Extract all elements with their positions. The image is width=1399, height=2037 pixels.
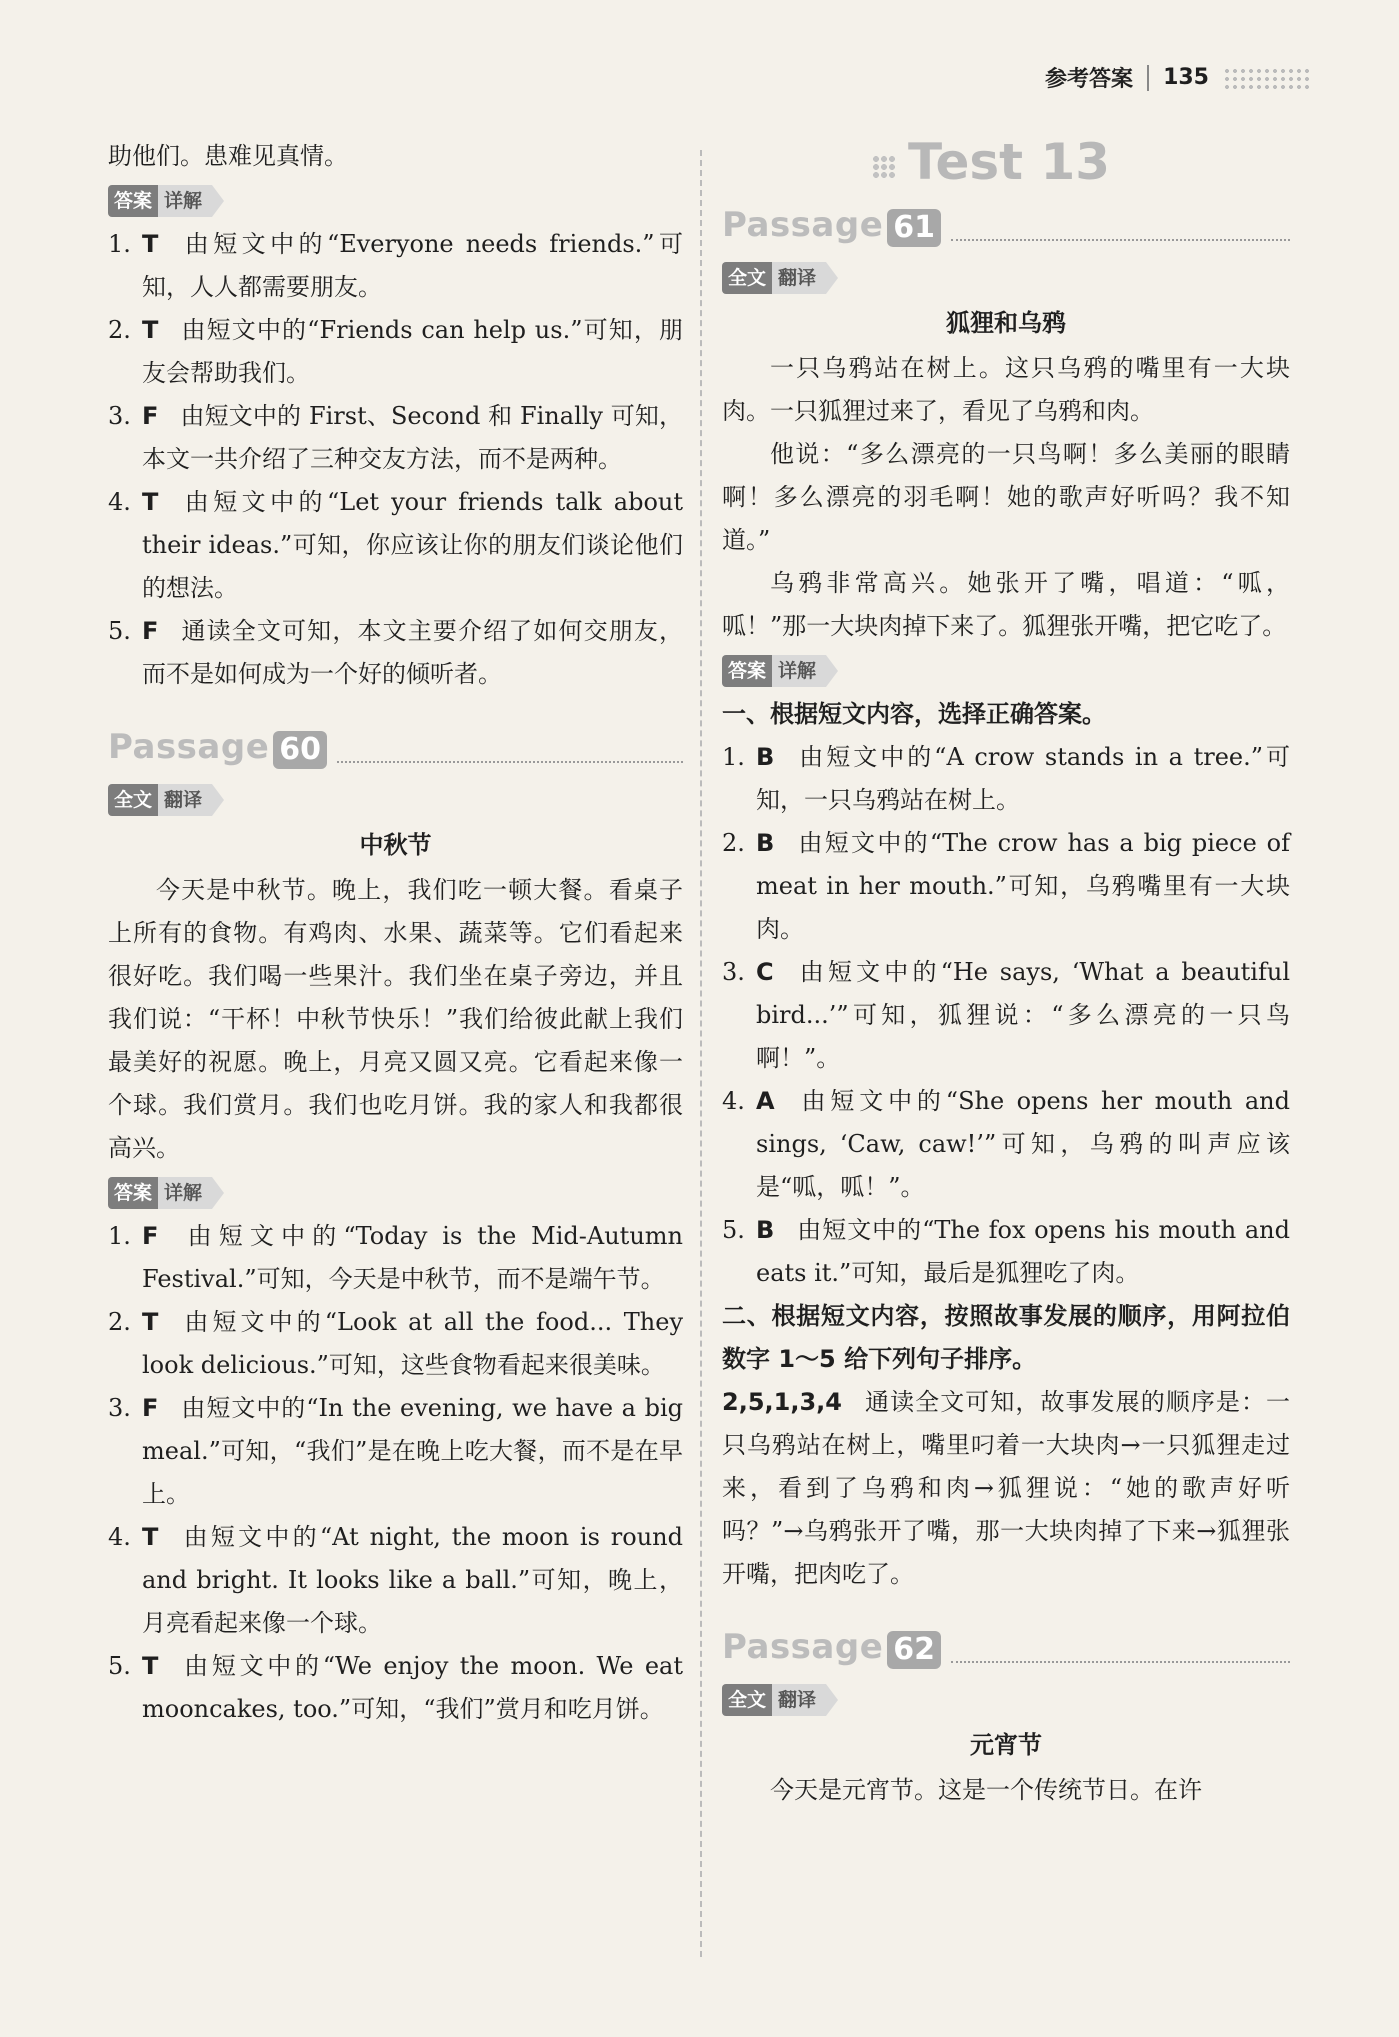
- answer-item: 3. F 由短文中的 First、Second 和 Finally 可知，本文一共介绍了三种交友方法，而不是两种。: [108, 402, 683, 473]
- answer-item: 5. F 通读全文可知，本文主要介绍了如何交朋友，而不是如何成为一个好的倾听者。: [108, 617, 683, 688]
- passage-60-title: 中秋节: [359, 831, 432, 859]
- answer-item: 1. T 由短文中的“Everyone needs friends.”可知，人人都需要朋友。: [108, 230, 683, 301]
- full-translation-tag: 全文 翻译: [722, 262, 838, 294]
- column-divider: [700, 150, 702, 1957]
- full-translation-tag: 全文 翻译: [108, 784, 224, 816]
- right-column: [722, 130, 1290, 1812]
- test-title: Test 13: [872, 130, 1290, 194]
- answer-item: 4. T 由短文中的“At night, the moon is round and bright. It looks like a ball.”可知，晚上，月亮看起来像一个球。: [108, 1523, 683, 1637]
- answer-item: 5. B 由短文中的“The fox opens his mouth and eats it.”可知，最后是狐狸吃了肉。: [722, 1216, 1290, 1287]
- section-heading: 一、根据短文内容，选择正确答案。: [722, 700, 1106, 728]
- header-dot-pattern: [1223, 67, 1313, 89]
- header-separator: [1147, 65, 1149, 91]
- page-header: [1045, 62, 1313, 93]
- passage-61-paragraph: 乌鸦非常高兴。她张开了嘴，唱道：“呱，呱！”那一大块肉掉下来了。狐狸张开嘴，把它吃了。: [722, 569, 1290, 640]
- passage-60-heading: Passage 60: [108, 726, 683, 769]
- passage-62-translation: 今天是元宵节。这是一个传统节日。在许: [770, 1776, 1202, 1804]
- answer-item: 4. A 由短文中的“She opens her mouth and sings, ‘Caw, caw!’”可知，乌鸦的叫声应该是“呱，呱！”。: [722, 1087, 1290, 1201]
- answer-item: 2. B 由短文中的“The crow has a big piece of meat in her mouth.”可知，乌鸦嘴里有一大块肉。: [722, 829, 1290, 943]
- left-column: [108, 135, 683, 1731]
- answer-list-59: [108, 223, 683, 696]
- order-answer: 2,5,1,3,4 通读全文可知，故事发展的顺序是：一只乌鸦站在树上，嘴里叼着一大块肉→一只狐狸走过来，看到了乌鸦和肉→狐狸说：“她的歌声好听吗？”→乌鸦张开了嘴，那一大块肉掉了下来→狐狸张开嘴，把肉吃了。: [722, 1388, 1290, 1588]
- answer-item: 3. F 由短文中的“In the evening, we have a big meal.”可知，“我们”是在晚上吃大餐，而不是在早上。: [108, 1394, 683, 1508]
- answer-list-61: [722, 736, 1290, 1295]
- passage-62-heading: Passage 62: [722, 1626, 1290, 1669]
- full-translation-tag: 全文 翻译: [722, 1684, 838, 1716]
- answer-explain-tag: 答案 详解: [108, 185, 224, 217]
- answer-explain-tag: 答案 详解: [722, 655, 838, 687]
- answer-explain-tag: 答案 详解: [108, 1177, 224, 1209]
- passage-60-translation: 今天是中秋节。晚上，我们吃一顿大餐。看桌子上所有的食物。有鸡肉、水果、蔬菜等。它们看起来很好吃。我们喝一些果汁。我们坐在桌子旁边，并且我们说：“干杯！中秋节快乐！”我们给彼此献上我们最美好的祝愿。晚上，月亮又圆又亮。它看起来像一个球。我们赏月。我们也吃月饼。我的家人和我都很高兴。: [108, 876, 683, 1162]
- answer-item: 1. B 由短文中的“A crow stands in a tree.”可知，一只乌鸦站在树上。: [722, 743, 1290, 814]
- passage-62-title: 元宵节: [970, 1731, 1042, 1759]
- grid-icon: [872, 155, 896, 179]
- answer-item: 2. T 由短文中的“Friends can help us.”可知，朋友会帮助我们。: [108, 316, 683, 387]
- section-heading: 二、根据短文内容，按照故事发展的顺序，用阿拉伯数字 1～5 给下列句子排序。: [722, 1302, 1290, 1373]
- answer-item: 3. C 由短文中的“He says, ‘What a beautiful bird...’”可知，狐狸说：“多么漂亮的一只鸟啊！”。: [722, 958, 1290, 1072]
- page-number: 135: [1163, 65, 1209, 90]
- passage-61-heading: Passage 61: [722, 204, 1290, 247]
- answer-item: 1. F 由短文中的“Today is the Mid-Autumn Festival.”可知，今天是中秋节，而不是端午节。: [108, 1222, 683, 1293]
- answer-list-60: [108, 1215, 683, 1731]
- intro-text: 助他们。患难见真情。: [108, 142, 348, 170]
- passage-61-title: 狐狸和乌鸦: [946, 309, 1066, 337]
- answer-item: 2. T 由短文中的“Look at all the food... They look delicious.”可知，这些食物看起来很美味。: [108, 1308, 683, 1379]
- header-label: 参考答案: [1045, 67, 1134, 92]
- passage-61-paragraph: 一只乌鸦站在树上。这只乌鸦的嘴里有一大块肉。一只狐狸过来了，看见了乌鸦和肉。: [722, 354, 1290, 425]
- answer-item: 4. T 由短文中的“Let your friends talk about their ideas.”可知，你应该让你的朋友们谈论他们的想法。: [108, 488, 683, 602]
- answer-item: 5. T 由短文中的“We enjoy the moon. We eat mooncakes, too.”可知，“我们”赏月和吃月饼。: [108, 1652, 683, 1723]
- passage-61-paragraph: 他说：“多么漂亮的一只鸟啊！多么美丽的眼睛啊！多么漂亮的羽毛啊！她的歌声好听吗？我不知道。”: [722, 440, 1290, 554]
